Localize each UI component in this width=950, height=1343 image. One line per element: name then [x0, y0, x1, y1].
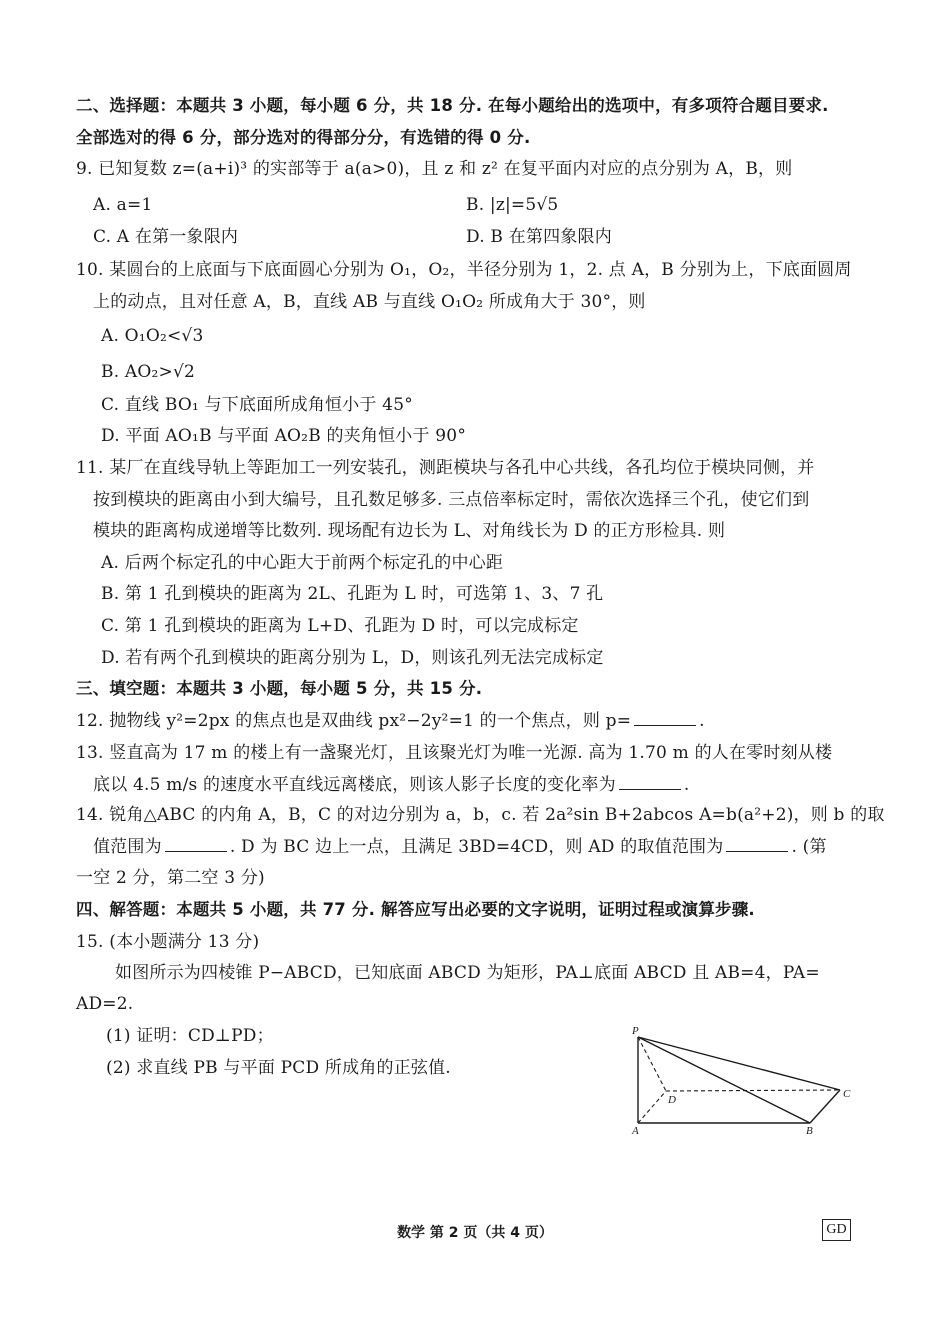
q9-option-a: A. a=1 — [93, 195, 153, 215]
q13-line1: 13. 竖直高为 17 m 的楼上有一盏聚光灯，且该聚光灯为唯一光源. 高为 1.70 m 的人在零时刻从楼 — [76, 743, 833, 763]
q15-part1: (1) 证明：CD⊥PD； — [106, 1026, 274, 1046]
section-4-heading: 四、解答题：本题共 5 小题，共 77 分. 解答应写出必要的文字说明，证明过程或演算步骤. — [76, 900, 755, 919]
q14-line3: 一空 2 分，第二空 3 分) — [76, 868, 265, 888]
q14-answer-blank-2 — [726, 835, 788, 852]
region-code-box: GD — [822, 1219, 851, 1241]
q10-option-c: C. 直线 BO₁ 与下底面所成角恒小于 45° — [101, 395, 413, 415]
q13-text: 底以 4.5 m/s 的速度水平直线远离楼底，则该人影子长度的变化率为 — [93, 775, 616, 795]
q15-stem-line2: AD=2. — [76, 994, 134, 1014]
q11-stem-line2: 按到模块的距离由小到大编号，且孔数足够多. 三点倍率标定时，需依次选择三个孔，使它们到 — [93, 490, 810, 510]
section-2-instructions: 全部选对的得 6 分，部分选对的得部分分，有选错的得 0 分. — [76, 128, 531, 147]
label-C: C — [843, 1088, 851, 1100]
q13-line2 — [93, 773, 689, 797]
q9-stem: 9. 已知复数 z=(a+i)³ 的实部等于 a(a>0)，且 z 和 z² 在复平面内对应的点分别为 A，B，则 — [76, 159, 793, 179]
edge-BC — [810, 1090, 840, 1123]
label-B: B — [806, 1125, 813, 1137]
q10-option-d: D. 平面 AO₁B 与平面 AO₂B 的夹角恒小于 90° — [101, 426, 467, 446]
q11-option-a: A. 后两个标定孔的中心距大于前两个标定孔的中心距 — [101, 553, 504, 573]
q14-text-c: . (第 — [791, 837, 827, 857]
label-P: P — [632, 1025, 639, 1037]
q14-answer-blank-1 — [165, 835, 227, 852]
q12-period: . — [699, 711, 705, 731]
section-2-heading: 二、选择题：本题共 3 小题，每小题 6 分，共 18 分. 在每小题给出的选项中，有多项符合题目要求. — [76, 96, 829, 115]
edge-PC — [638, 1037, 840, 1090]
q14-line2 — [93, 835, 827, 859]
pyramid-figure — [620, 1020, 860, 1145]
q14-line1: 14. 锐角△ABC 的内角 A，B，C 的对边分别为 a，b，c. 若 2a²sin B+2abcos A=b(a²+2)，则 b 的取 — [76, 805, 885, 825]
q10-option-a: A. O₁O₂<√3 — [101, 326, 204, 346]
q12-answer-blank — [634, 709, 696, 726]
q10-stem-line2: 上的动点，且对任意 A，B，直线 AB 与直线 O₁O₂ 所成角大于 30°，则 — [93, 292, 646, 312]
q15-part2: (2) 求直线 PB 与平面 PCD 所成角的正弦值. — [106, 1058, 451, 1078]
q12-text: 12. 抛物线 y²=2px 的焦点也是双曲线 px²−2y²=1 的一个焦点，则 p= — [76, 711, 632, 731]
q11-option-d: D. 若有两个孔到模块的距离分别为 L，D，则该孔列无法完成标定 — [101, 648, 604, 668]
q15-stem-line1: 如图所示为四棱锥 P−ABCD，已知底面 ABCD 为矩形，PA⊥底面 ABCD 且 AB=4，PA= — [115, 963, 820, 983]
q14-text-b: . D 为 BC 边上一点，且满足 3BD=4CD，则 AD 的取值范围为 — [229, 837, 724, 857]
section-3-heading: 三、填空题：本题共 3 小题，每小题 5 分，共 15 分. — [76, 679, 483, 698]
q13-answer-blank — [619, 773, 681, 790]
edge-AD — [638, 1091, 666, 1123]
q10-stem-line1: 10. 某圆台的上底面与下底面圆心分别为 O₁，O₂，半径分别为 1，2. 点 A，B 分别为上，下底面圆周 — [76, 260, 852, 280]
q11-option-b: B. 第 1 孔到模块的距离为 2L、孔距为 L 时，可选第 1、3、7 孔 — [101, 584, 604, 604]
q10-option-b: B. AO₂>√2 — [101, 362, 196, 382]
label-A: A — [632, 1125, 639, 1137]
q14-text-a: 值范围为 — [93, 837, 162, 857]
edge-PB — [638, 1037, 810, 1123]
q9-option-b: B. |z|=5√5 — [466, 195, 559, 215]
edge-DC — [666, 1090, 840, 1091]
q13-period: . — [683, 775, 690, 795]
edge-PD — [638, 1037, 666, 1091]
q15-heading: 15. (本小题满分 13 分) — [76, 932, 260, 952]
q9-option-c: C. A 在第一象限内 — [93, 227, 239, 247]
label-D: D — [668, 1094, 676, 1106]
q11-option-c: C. 第 1 孔到模块的距离为 L+D、孔距为 D 时，可以完成标定 — [101, 616, 579, 636]
q11-stem-line1: 11. 某厂在直线导轨上等距加工一列安装孔，测距模块与各孔中心共线，各孔均位于模块同侧，并 — [76, 458, 815, 478]
q11-stem-line3: 模块的距离构成递增等比数列. 现场配有边长为 L、对角线长为 D 的正方形检具. 则 — [93, 521, 726, 541]
q12-line — [76, 709, 705, 733]
q9-option-d: D. B 在第四象限内 — [466, 227, 612, 247]
page-footer: 数学 第 2 页（共 4 页） — [397, 1225, 553, 1241]
